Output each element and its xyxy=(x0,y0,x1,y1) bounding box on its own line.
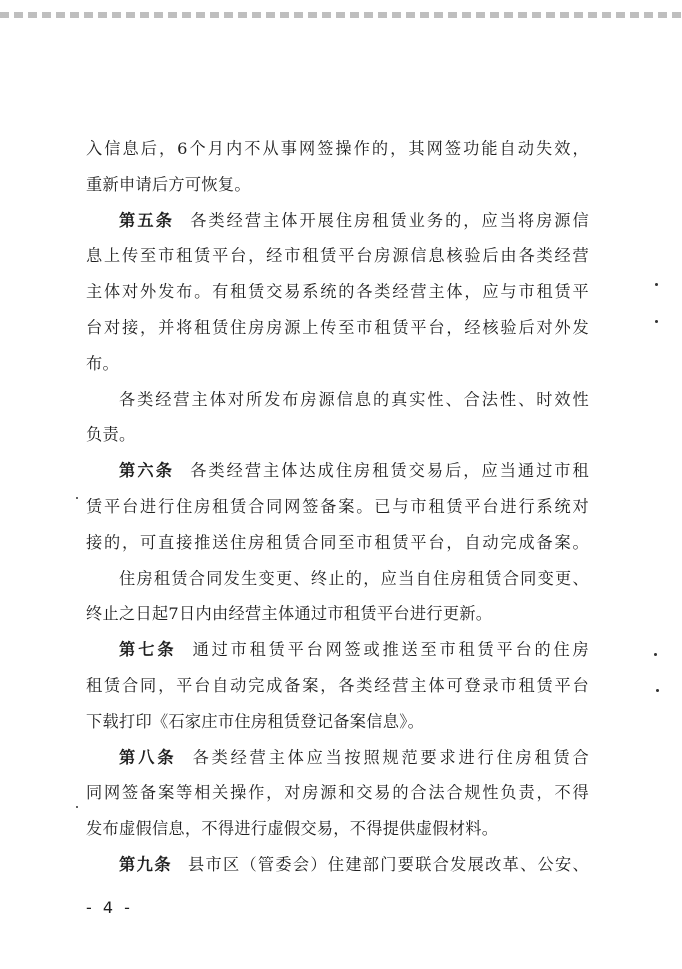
line-text: 同网签备案等相关操作，对房源和交易的合法合规性负责，不得 xyxy=(86,783,589,803)
line-text: 台对接，并将租赁住房房源上传至市租赁平台，经核验后对外发 xyxy=(86,317,589,337)
line-text: 息上传至市租赁平台，经市租赁平台房源信息核验后由各类经营 xyxy=(86,246,589,266)
text-line xyxy=(86,740,589,776)
text-line xyxy=(86,632,589,668)
scan-speck xyxy=(656,689,659,692)
text-line xyxy=(86,668,589,704)
article-heading: 第八条 xyxy=(119,747,177,767)
line-text: 各类经营主体达成住房租赁交易后，应当通过市租 xyxy=(190,461,589,481)
text-line xyxy=(86,346,589,382)
text-line xyxy=(86,811,589,847)
page-number: - 4 - xyxy=(86,898,133,917)
text-line xyxy=(86,310,589,346)
line-text: 各类经营主体应当按照规范要求进行住房租赁合 xyxy=(192,747,589,767)
document-body xyxy=(86,131,589,883)
line-text: 入信息后，6个月内不从事网签操作的，其网签功能自动失效， xyxy=(86,139,589,158)
line-text: 重新申请后方可恢复。 xyxy=(86,174,251,194)
line-text: 主体对外发布。有租赁交易系统的各类经营主体，应与市租赁平 xyxy=(86,282,589,302)
text-line xyxy=(86,131,589,167)
line-text: 接的，可直接推送住房租赁合同至市租赁平台，自动完成备案。 xyxy=(86,532,589,552)
line-text: 县市区（管委会）住建部门要联合发展改革、公安、 xyxy=(188,854,589,874)
line-text: 布。 xyxy=(86,353,119,373)
text-line xyxy=(86,382,589,418)
line-text: 各类经营主体开展住房租赁业务的，应当将房源信 xyxy=(190,210,589,230)
text-line xyxy=(86,704,589,740)
text-line xyxy=(86,561,589,597)
text-line xyxy=(86,453,589,489)
line-text: 各类经营主体对所发布房源信息的真实性、合法性、时效性 xyxy=(119,389,589,409)
scan-speck xyxy=(655,320,658,323)
text-line xyxy=(86,596,589,632)
line-text: 住房租赁合同发生变更、终止的，应当自住房租赁合同变更、 xyxy=(119,568,589,588)
text-line xyxy=(86,417,589,453)
scan-speck xyxy=(654,653,657,656)
line-text: 租赁合同，平台自动完成备案，各类经营主体可登录市租赁平台 xyxy=(86,675,589,695)
text-line xyxy=(86,167,589,203)
text-line xyxy=(86,489,589,525)
line-text: 发布虚假信息，不得进行虚假交易，不得提供虚假材料。 xyxy=(86,819,499,839)
scan-speck xyxy=(655,283,658,286)
line-text: 终止之日起7日内由经营主体通过市租赁平台进行更新。 xyxy=(86,604,493,624)
text-line xyxy=(86,775,589,811)
text-line xyxy=(86,847,589,883)
scan-speck xyxy=(76,497,78,499)
text-line xyxy=(86,238,589,274)
text-line xyxy=(86,274,589,310)
line-text: 下载打印《石家庄市住房租赁登记备案信息》。 xyxy=(86,711,425,731)
text-line xyxy=(86,525,589,561)
article-heading: 第五条 xyxy=(119,210,175,230)
line-text: 赁平台进行住房租赁合同网签备案。已与市租赁平台进行系统对 xyxy=(86,496,589,516)
line-text: 负责。 xyxy=(86,425,136,445)
scan-speck xyxy=(76,806,78,808)
line-text: 通过市租赁平台网签或推送至市租赁平台的住房 xyxy=(192,640,589,660)
text-line xyxy=(86,203,589,239)
article-heading: 第六条 xyxy=(119,461,175,481)
scan-edge-mark xyxy=(0,12,682,18)
article-heading: 第七条 xyxy=(119,640,177,660)
article-heading: 第九条 xyxy=(119,854,173,874)
